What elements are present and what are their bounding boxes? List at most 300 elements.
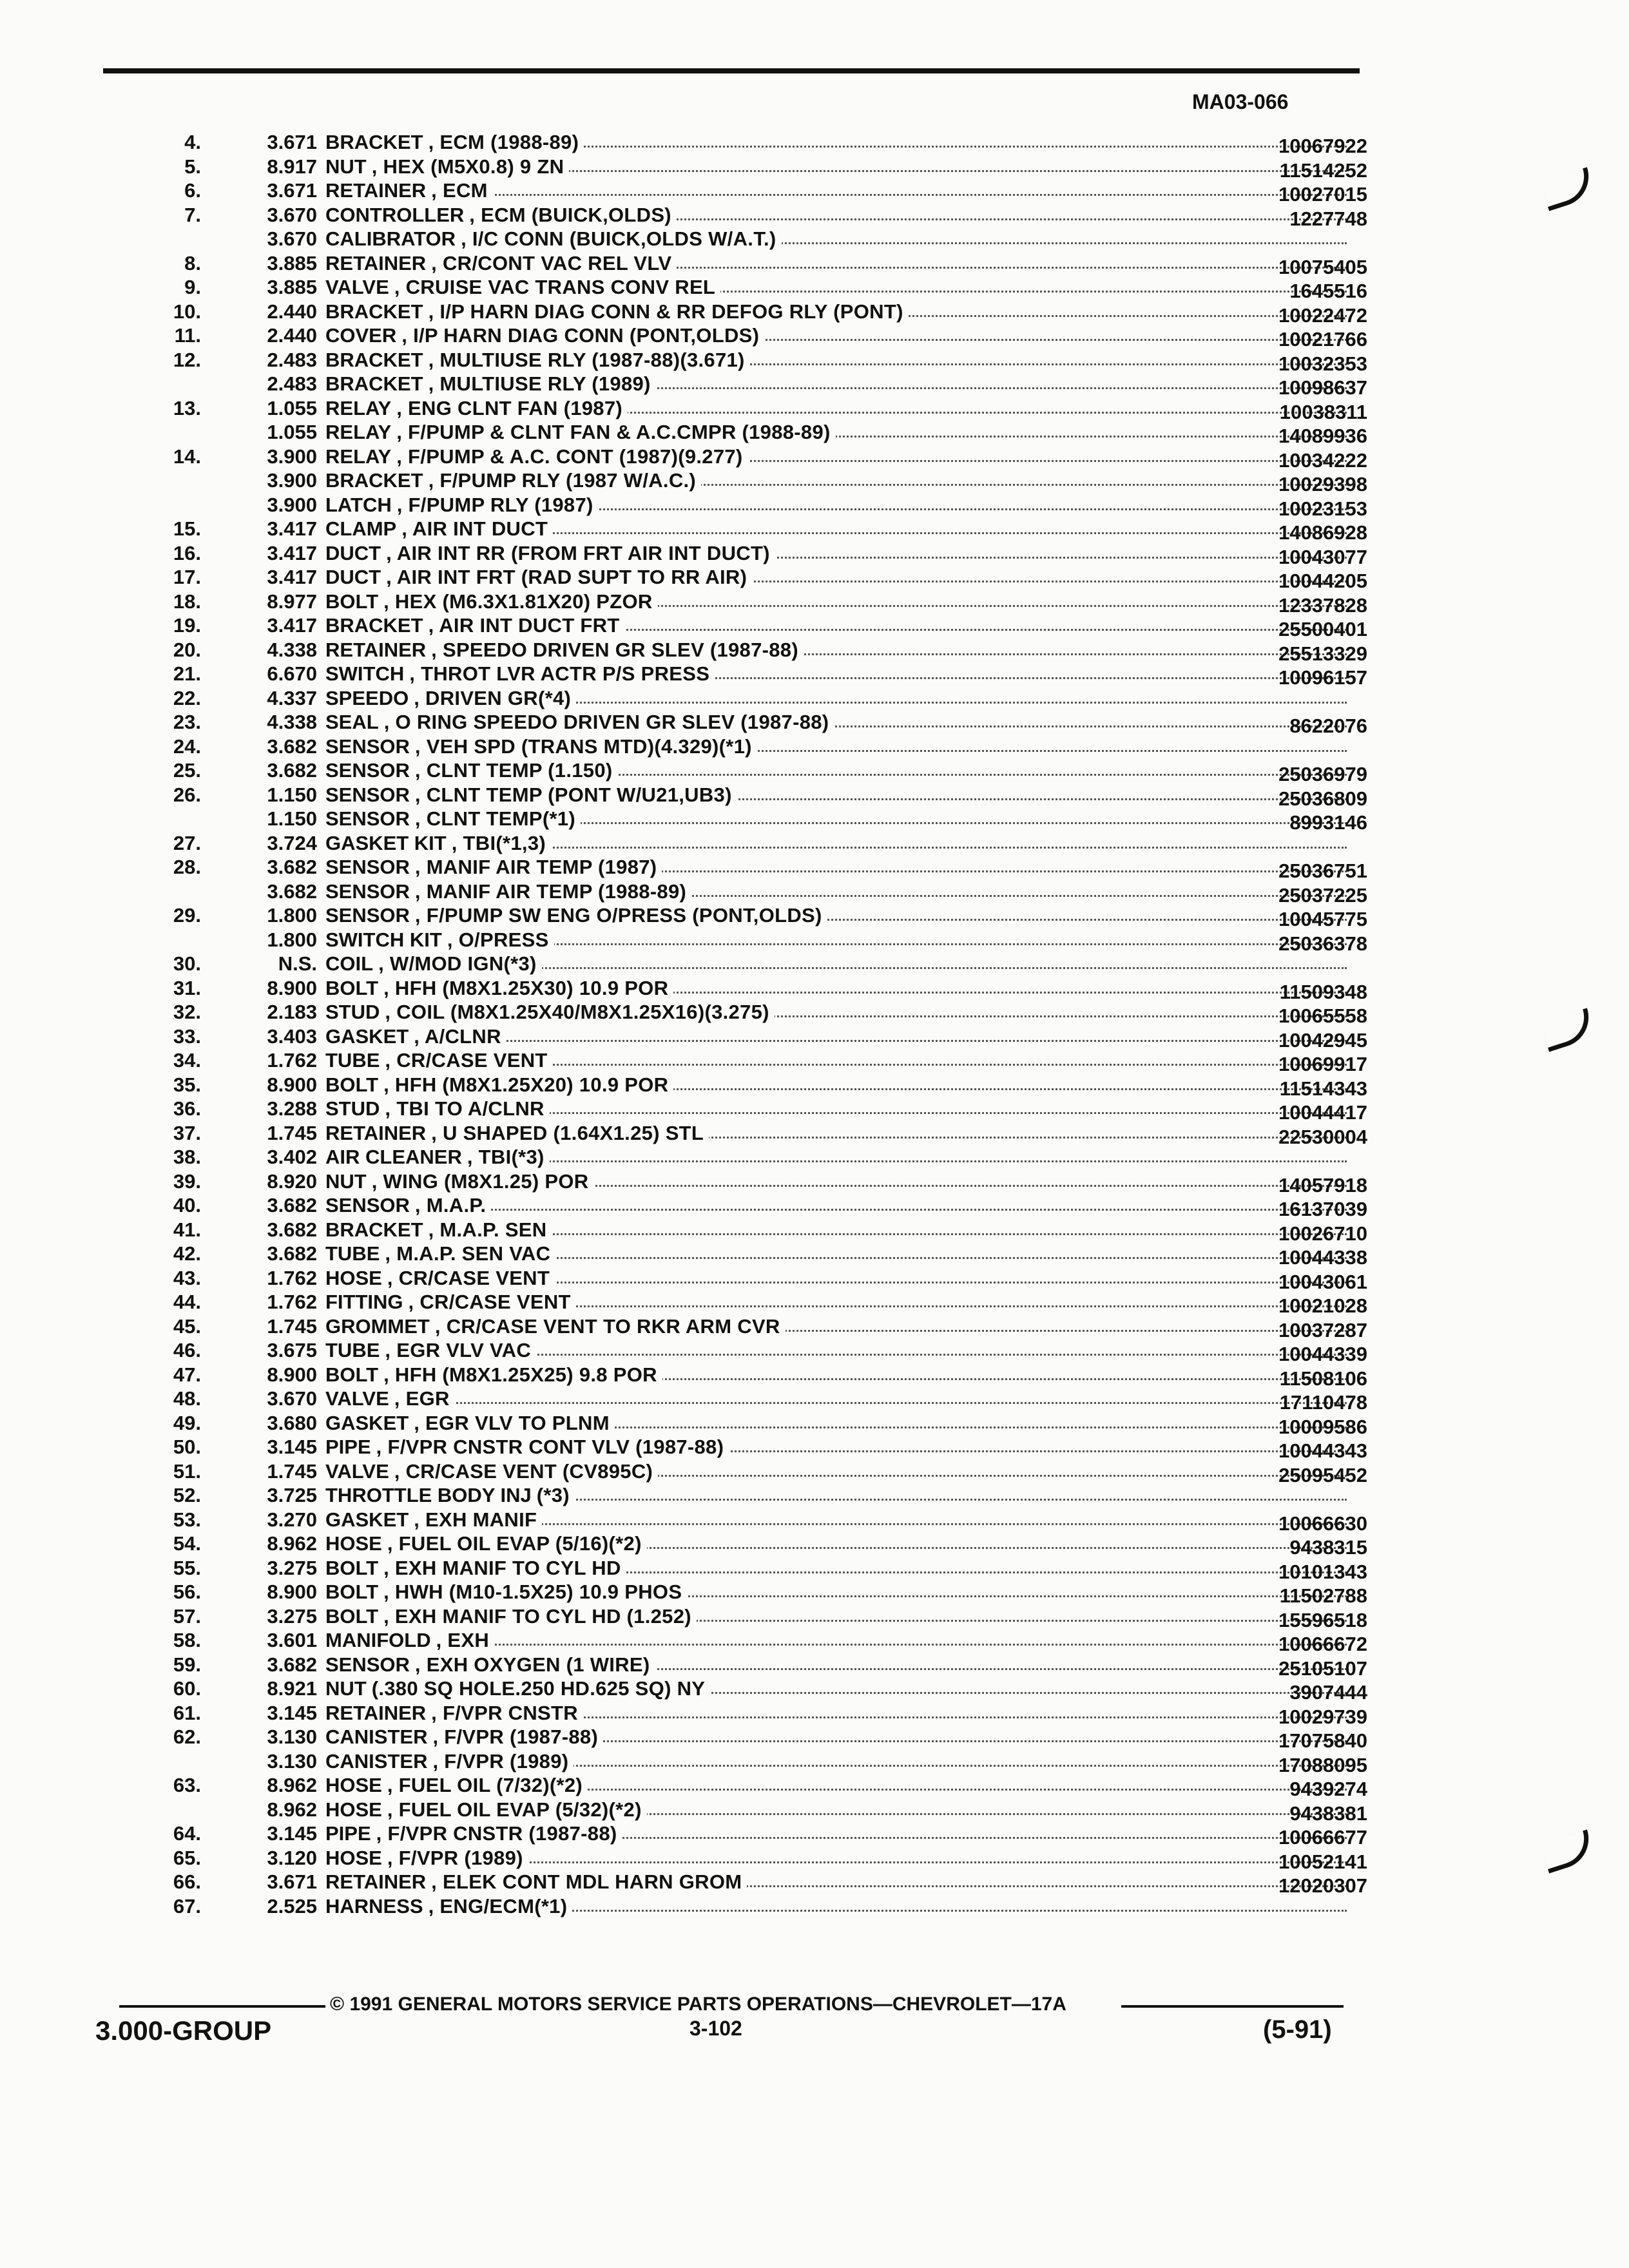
item-number: 34. bbox=[173, 1049, 201, 1072]
table-row bbox=[148, 1169, 1373, 1194]
checkmark-icon bbox=[1540, 167, 1597, 211]
part-spec: , EXH MANIF TO CYL HD bbox=[383, 1556, 621, 1579]
part-spec: , CR/CASE VENT TO RKR ARM CVR bbox=[434, 1314, 780, 1338]
group-number: 3.682 bbox=[267, 1242, 317, 1265]
group-number: 3.885 bbox=[267, 276, 317, 298]
part-name: RETAINER bbox=[325, 1701, 427, 1724]
part-description bbox=[325, 1290, 1347, 1314]
part-name: VALVE bbox=[325, 276, 389, 298]
part-description bbox=[325, 517, 1347, 541]
part-name: CLAMP bbox=[325, 517, 397, 540]
parts-list bbox=[148, 130, 1373, 1918]
table-row bbox=[148, 783, 1373, 810]
part-description bbox=[325, 1725, 1347, 1749]
group-number: 3.417 bbox=[267, 517, 317, 540]
group-number: 3.671 bbox=[267, 131, 317, 153]
part-spec: , M.A.P. SEN bbox=[428, 1218, 547, 1241]
part-spec: (.380 SQ HOLE.250 HD.625 SQ) NY bbox=[371, 1677, 706, 1700]
table-row bbox=[148, 1435, 1373, 1462]
part-description bbox=[325, 130, 1347, 155]
part-number: 1645516 bbox=[1289, 280, 1367, 302]
group-number: 1.762 bbox=[267, 1266, 317, 1289]
part-name: BOLT bbox=[325, 1556, 379, 1579]
item-number: 10. bbox=[173, 300, 201, 323]
part-spec: , SPEEDO DRIVEN GR SLEV (1987-88) bbox=[431, 638, 798, 661]
table-row bbox=[148, 155, 1373, 182]
table-row bbox=[148, 952, 1373, 976]
part-spec: , CLNT TEMP (1.150) bbox=[414, 759, 613, 782]
part-spec: , F/PUMP & A.C. CONT (1987)(9.277) bbox=[396, 445, 743, 468]
group-number: 3.675 bbox=[267, 1339, 317, 1361]
item-number: 21. bbox=[173, 662, 201, 685]
part-number: 25036751 bbox=[1278, 860, 1367, 882]
item-number: 43. bbox=[173, 1266, 201, 1289]
item-number: 45. bbox=[173, 1314, 201, 1338]
part-spec: , M.A.P. SEN VAC bbox=[385, 1242, 551, 1265]
part-spec: , I/P HARN DIAG CONN (PONT,OLDS) bbox=[401, 324, 760, 347]
part-number: 14086928 bbox=[1278, 521, 1367, 544]
part-number: 15596518 bbox=[1278, 1608, 1367, 1631]
item-number: 65. bbox=[173, 1846, 201, 1869]
table-row bbox=[148, 1242, 1373, 1269]
part-number: 25095452 bbox=[1278, 1463, 1367, 1486]
part-number: 10075405 bbox=[1278, 255, 1367, 278]
group-number: 3.682 bbox=[267, 1218, 317, 1241]
part-name: BRACKET bbox=[325, 614, 423, 637]
table-row bbox=[148, 1677, 1373, 1704]
group-number: 3.417 bbox=[267, 614, 317, 637]
part-spec: , F/VPR (1989) bbox=[432, 1749, 569, 1773]
table-row bbox=[148, 1870, 1373, 1897]
item-number: 29. bbox=[173, 904, 201, 927]
footer-rule-right bbox=[1121, 2005, 1344, 2008]
table-row bbox=[148, 1701, 1373, 1728]
part-description bbox=[325, 1145, 1347, 1169]
group-number: 3.900 bbox=[267, 445, 317, 468]
part-number: 10067922 bbox=[1278, 135, 1367, 157]
group-number: 3.403 bbox=[267, 1024, 317, 1048]
table-row bbox=[148, 758, 1373, 783]
table-row bbox=[148, 903, 1373, 928]
part-description bbox=[325, 1628, 1347, 1653]
group-number: 3.275 bbox=[267, 1604, 317, 1628]
group-number: 3.130 bbox=[267, 1749, 317, 1773]
group-number: 3.900 bbox=[267, 469, 317, 492]
part-number: 11502788 bbox=[1279, 1584, 1367, 1607]
table-row bbox=[148, 1338, 1373, 1363]
group-number: 3.130 bbox=[267, 1725, 317, 1748]
item-number: 16. bbox=[173, 541, 201, 564]
table-row bbox=[148, 638, 1373, 665]
group-number: 2.440 bbox=[267, 324, 317, 347]
part-number: 9438381 bbox=[1289, 1802, 1367, 1825]
part-number: 10032353 bbox=[1278, 352, 1367, 375]
table-row bbox=[148, 1290, 1373, 1317]
part-spec: , EXH OXYGEN (1 WIRE) bbox=[414, 1653, 650, 1676]
group-number: 4.338 bbox=[267, 638, 317, 661]
group-number: 8.917 bbox=[267, 155, 317, 178]
part-description bbox=[325, 396, 1347, 421]
group-number: 2.440 bbox=[267, 300, 317, 323]
part-description bbox=[325, 1097, 1347, 1121]
part-description bbox=[325, 1338, 1347, 1363]
part-description bbox=[325, 565, 1347, 590]
part-description bbox=[325, 710, 1347, 735]
table-row bbox=[148, 517, 1373, 544]
part-number: 14089936 bbox=[1278, 425, 1367, 447]
part-description bbox=[325, 1798, 1347, 1822]
part-name: BOLT bbox=[325, 1581, 379, 1603]
reference-code: MA03-066 bbox=[1192, 90, 1289, 113]
part-number: 10043077 bbox=[1278, 545, 1367, 568]
item-number: 63. bbox=[173, 1774, 201, 1796]
part-description bbox=[325, 468, 1347, 493]
table-row bbox=[148, 1145, 1373, 1169]
part-name: NUT bbox=[325, 155, 367, 178]
part-spec: , TBI TO A/CLNR bbox=[385, 1097, 545, 1120]
part-spec: , AIR INT DUCT bbox=[401, 517, 548, 540]
part-name: GASKET bbox=[325, 1508, 409, 1531]
part-spec: , WING (M8X1.25) POR bbox=[371, 1169, 589, 1193]
group-number: 8.920 bbox=[267, 1169, 317, 1193]
table-row bbox=[148, 178, 1373, 206]
table-row bbox=[148, 1580, 1373, 1607]
part-number: 10066672 bbox=[1278, 1633, 1367, 1655]
item-number: 52. bbox=[173, 1484, 201, 1506]
part-description bbox=[325, 1314, 1347, 1339]
part-description bbox=[325, 1048, 1347, 1073]
item-number: 64. bbox=[173, 1822, 201, 1845]
part-name: RETAINER bbox=[325, 1121, 427, 1144]
part-description bbox=[325, 1749, 1347, 1774]
part-spec: , MANIF AIR TEMP (1988-89) bbox=[414, 879, 687, 903]
part-description bbox=[325, 807, 1347, 831]
part-spec: , F/VPR CNSTR (1987-88) bbox=[376, 1822, 617, 1845]
item-number: 13. bbox=[173, 396, 201, 419]
part-description bbox=[325, 372, 1347, 396]
part-number: 10021766 bbox=[1278, 328, 1367, 351]
part-name: SENSOR bbox=[325, 759, 410, 782]
part-description bbox=[325, 638, 1347, 662]
group-number: 1.745 bbox=[267, 1459, 317, 1483]
item-number: 15. bbox=[173, 517, 201, 540]
table-row bbox=[148, 976, 1373, 1001]
table-row bbox=[148, 420, 1373, 445]
part-name: DUCT bbox=[325, 541, 381, 564]
group-number: 3.682 bbox=[267, 759, 317, 782]
part-name: RETAINER bbox=[325, 179, 427, 202]
table-row bbox=[148, 541, 1373, 566]
table-row bbox=[148, 300, 1373, 327]
item-number: 25. bbox=[173, 759, 201, 782]
part-spec: , F/PUMP RLY (1987) bbox=[396, 493, 593, 516]
part-spec: , F/VPR CNSTR bbox=[431, 1701, 578, 1724]
part-spec: , EGR bbox=[394, 1387, 450, 1410]
table-row bbox=[148, 1846, 1373, 1873]
part-number: 17075840 bbox=[1278, 1729, 1367, 1752]
group-number: 3.275 bbox=[267, 1556, 317, 1579]
part-description bbox=[325, 1821, 1347, 1846]
part-number: 8622076 bbox=[1289, 715, 1367, 737]
part-spec: , F/PUMP RLY (1987 W/A.C.) bbox=[428, 469, 697, 492]
part-name: HOSE bbox=[325, 1266, 382, 1289]
table-row bbox=[148, 1387, 1373, 1414]
part-name: HOSE bbox=[325, 1774, 382, 1796]
part-name: HOSE bbox=[325, 1532, 382, 1555]
part-description bbox=[325, 1870, 1347, 1894]
item-number: 19. bbox=[173, 614, 201, 637]
part-name: TUBE bbox=[325, 1339, 380, 1361]
part-spec: , I/C CONN (BUICK,OLDS W/A.T.) bbox=[461, 227, 776, 250]
part-description bbox=[325, 758, 1347, 783]
group-number: 3.417 bbox=[267, 541, 317, 564]
part-name: SENSOR bbox=[325, 807, 410, 830]
part-name: SENSOR bbox=[325, 1194, 410, 1216]
part-description bbox=[325, 952, 1347, 976]
group-number: 8.900 bbox=[267, 1073, 317, 1096]
part-name: SENSOR bbox=[325, 856, 410, 878]
item-number: 6. bbox=[184, 179, 201, 202]
table-row bbox=[148, 1773, 1373, 1798]
part-number: 25036809 bbox=[1278, 787, 1367, 810]
group-number: 3.682 bbox=[267, 1653, 317, 1676]
part-number: 10066677 bbox=[1278, 1826, 1367, 1849]
part-spec: , AIR INT DUCT FRT bbox=[428, 614, 620, 637]
part-name: SENSOR bbox=[325, 1653, 410, 1676]
part-name: STUD bbox=[325, 1001, 380, 1023]
item-number: 12. bbox=[173, 348, 201, 371]
group-number: 1.055 bbox=[267, 396, 317, 419]
part-number: 10069917 bbox=[1278, 1053, 1367, 1075]
part-description bbox=[325, 976, 1347, 1001]
group-number: 2.525 bbox=[267, 1894, 317, 1917]
group-number: 3.680 bbox=[267, 1411, 317, 1434]
table-row bbox=[148, 493, 1373, 520]
item-number: 31. bbox=[173, 976, 201, 999]
checkmark-icon bbox=[1540, 1829, 1597, 1873]
group-number: 8.977 bbox=[267, 590, 317, 613]
part-name: RETAINER bbox=[325, 251, 427, 274]
item-number: 42. bbox=[173, 1242, 201, 1265]
part-name: BRACKET bbox=[325, 300, 423, 323]
part-number: 12337828 bbox=[1278, 593, 1367, 617]
part-description bbox=[325, 1411, 1347, 1436]
group-number: 1.745 bbox=[267, 1314, 317, 1338]
part-name: BOLT bbox=[325, 976, 379, 999]
group-number: 3.724 bbox=[267, 831, 317, 854]
table-row bbox=[148, 445, 1373, 472]
part-description bbox=[325, 1218, 1347, 1242]
part-spec: , M.A.P. bbox=[414, 1194, 487, 1216]
item-number: 59. bbox=[173, 1653, 201, 1676]
part-name: HOSE bbox=[325, 1846, 382, 1869]
part-spec: , HWH (M10-1.5X25) 10.9 PHOS bbox=[383, 1581, 682, 1603]
table-row bbox=[148, 1314, 1373, 1339]
table-row bbox=[148, 1024, 1373, 1052]
part-number: 10034222 bbox=[1278, 448, 1367, 472]
part-number: 14057918 bbox=[1278, 1173, 1367, 1196]
group-number: 8.900 bbox=[267, 1363, 317, 1386]
table-row bbox=[148, 855, 1373, 882]
item-number: 55. bbox=[173, 1556, 201, 1579]
table-row bbox=[148, 130, 1373, 155]
group-number: 3.885 bbox=[267, 251, 317, 274]
item-number: 35. bbox=[173, 1073, 201, 1096]
table-row bbox=[148, 1097, 1373, 1124]
part-description bbox=[325, 1677, 1347, 1701]
part-spec: , U SHAPED (1.64X1.25) STL bbox=[431, 1121, 704, 1144]
group-number: 2.483 bbox=[267, 348, 317, 371]
item-number: 39. bbox=[173, 1169, 201, 1193]
checkmark-icon bbox=[1540, 1008, 1597, 1052]
part-description bbox=[325, 590, 1347, 614]
part-name: RELAY bbox=[325, 396, 392, 419]
part-name: CANISTER bbox=[325, 1725, 428, 1748]
part-name: MANIFOLD bbox=[325, 1629, 431, 1651]
part-name: BRACKET bbox=[325, 469, 423, 492]
part-name: SWITCH bbox=[325, 662, 405, 685]
group-number: 3.270 bbox=[267, 1508, 317, 1531]
part-number: 1227748 bbox=[1289, 207, 1367, 230]
part-number: 10021028 bbox=[1278, 1294, 1367, 1317]
part-number: 10044417 bbox=[1278, 1101, 1367, 1124]
part-name: HARNESS bbox=[325, 1894, 423, 1917]
group-number: 4.338 bbox=[267, 711, 317, 733]
part-spec: , ENG CLNT FAN (1987) bbox=[396, 396, 623, 419]
item-number: 22. bbox=[173, 686, 201, 709]
table-row bbox=[148, 590, 1373, 617]
item-number: 67. bbox=[173, 1894, 201, 1917]
part-name: COVER bbox=[325, 324, 397, 347]
part-description bbox=[325, 445, 1347, 469]
part-description bbox=[325, 1363, 1347, 1387]
item-number: 17. bbox=[173, 566, 201, 588]
part-description bbox=[325, 1073, 1347, 1097]
table-row bbox=[148, 1508, 1373, 1535]
part-number: 10098637 bbox=[1278, 376, 1367, 399]
part-spec: , MANIF AIR TEMP (1987) bbox=[414, 856, 657, 878]
part-number: 10026710 bbox=[1278, 1222, 1367, 1245]
item-number: 56. bbox=[173, 1581, 201, 1603]
table-row bbox=[148, 1532, 1373, 1559]
item-number: 48. bbox=[173, 1387, 201, 1410]
table-row bbox=[148, 1048, 1373, 1073]
part-spec: , CRUISE VAC TRANS CONV REL bbox=[394, 276, 716, 298]
part-spec: , EXH MANIF bbox=[414, 1508, 537, 1531]
part-name: VALVE bbox=[325, 1459, 389, 1483]
part-description bbox=[325, 1532, 1347, 1556]
item-number: 46. bbox=[173, 1339, 201, 1361]
part-name: SWITCH KIT bbox=[325, 928, 442, 951]
part-name: GROMMET bbox=[325, 1314, 430, 1338]
group-number: 3.671 bbox=[267, 1870, 317, 1893]
part-description bbox=[325, 1701, 1347, 1725]
part-number: 10044205 bbox=[1278, 570, 1367, 592]
table-row bbox=[148, 928, 1373, 955]
item-number: 62. bbox=[173, 1725, 201, 1748]
group-number: 3.145 bbox=[267, 1436, 317, 1458]
part-spec: (*3) bbox=[536, 1484, 570, 1506]
group-number: 3.671 bbox=[267, 179, 317, 202]
footer-group-label: 3.000-GROUP bbox=[95, 2015, 272, 2046]
item-number: 47. bbox=[173, 1363, 201, 1386]
part-description bbox=[325, 420, 1347, 445]
part-description bbox=[325, 831, 1347, 856]
item-number: 20. bbox=[173, 638, 201, 661]
part-spec: , FUEL OIL (7/32)(*2) bbox=[387, 1774, 583, 1796]
part-spec: , CR/CASE VENT bbox=[387, 1266, 550, 1289]
part-spec: , EGR VLV VAC bbox=[385, 1339, 532, 1361]
part-description bbox=[325, 879, 1347, 904]
part-name: RETAINER bbox=[325, 638, 427, 661]
part-description bbox=[325, 493, 1347, 517]
item-number: 4. bbox=[184, 131, 201, 153]
item-number: 33. bbox=[173, 1024, 201, 1048]
footer-rule-left bbox=[119, 2005, 325, 2008]
part-number: 10045775 bbox=[1278, 908, 1367, 930]
part-name: GASKET bbox=[325, 1024, 409, 1048]
part-description bbox=[325, 348, 1347, 372]
part-spec: , ECM (BUICK,OLDS) bbox=[469, 203, 671, 226]
part-spec: , VEH SPD (TRANS MTD)(4.329)(*1) bbox=[414, 735, 752, 758]
part-number: 9439274 bbox=[1289, 1778, 1367, 1800]
part-number: 17110478 bbox=[1279, 1391, 1367, 1414]
part-spec: , O/PRESS bbox=[447, 928, 549, 951]
part-spec: , TBI(*1,3) bbox=[451, 831, 546, 854]
part-number: 10027015 bbox=[1278, 183, 1367, 206]
part-name: VALVE bbox=[325, 1387, 389, 1410]
part-number: 10042945 bbox=[1278, 1028, 1367, 1052]
part-name: SPEEDO bbox=[325, 686, 409, 709]
part-spec: , HFH (M8X1.25X20) 10.9 POR bbox=[383, 1073, 669, 1096]
table-row bbox=[148, 879, 1373, 907]
part-name: SENSOR bbox=[325, 879, 410, 903]
part-spec: , ECM (1988-89) bbox=[428, 131, 579, 153]
part-number: 10023153 bbox=[1278, 497, 1367, 520]
part-name: PIPE bbox=[325, 1436, 371, 1458]
part-spec: , O RING SPEEDO DRIVEN GR SLEV (1987-88) bbox=[383, 711, 829, 733]
table-row bbox=[148, 1725, 1373, 1752]
part-description bbox=[325, 1000, 1347, 1024]
part-description bbox=[325, 1556, 1347, 1581]
part-spec: , ELEK CONT MDL HARN GROM bbox=[431, 1870, 742, 1893]
group-number: 1.800 bbox=[267, 928, 317, 951]
part-description bbox=[325, 1580, 1347, 1604]
part-name: BOLT bbox=[325, 1363, 379, 1386]
part-spec: , F/VPR (1989) bbox=[387, 1846, 523, 1869]
part-number: 3907444 bbox=[1289, 1681, 1367, 1704]
part-description bbox=[325, 783, 1347, 807]
item-number: 58. bbox=[173, 1629, 201, 1651]
table-row bbox=[148, 1821, 1373, 1849]
part-number: 11509348 bbox=[1279, 980, 1367, 1003]
part-number: 11514343 bbox=[1279, 1077, 1367, 1100]
table-row bbox=[148, 1556, 1373, 1581]
part-description bbox=[325, 203, 1347, 227]
part-spec: , F/PUMP SW ENG O/PRESS (PONT,OLDS) bbox=[414, 904, 822, 927]
item-number: 40. bbox=[173, 1194, 201, 1216]
item-number: 54. bbox=[173, 1532, 201, 1555]
table-row bbox=[148, 1073, 1373, 1100]
table-row bbox=[148, 1628, 1373, 1653]
part-spec: , MULTIUSE RLY (1989) bbox=[428, 372, 651, 395]
group-number: 1.055 bbox=[267, 421, 317, 443]
footer-date: (5-91) bbox=[1263, 2015, 1332, 2044]
table-row bbox=[148, 251, 1373, 276]
group-number: 3.145 bbox=[267, 1822, 317, 1845]
part-number: 12020307 bbox=[1278, 1874, 1367, 1897]
item-number: 26. bbox=[173, 783, 201, 806]
